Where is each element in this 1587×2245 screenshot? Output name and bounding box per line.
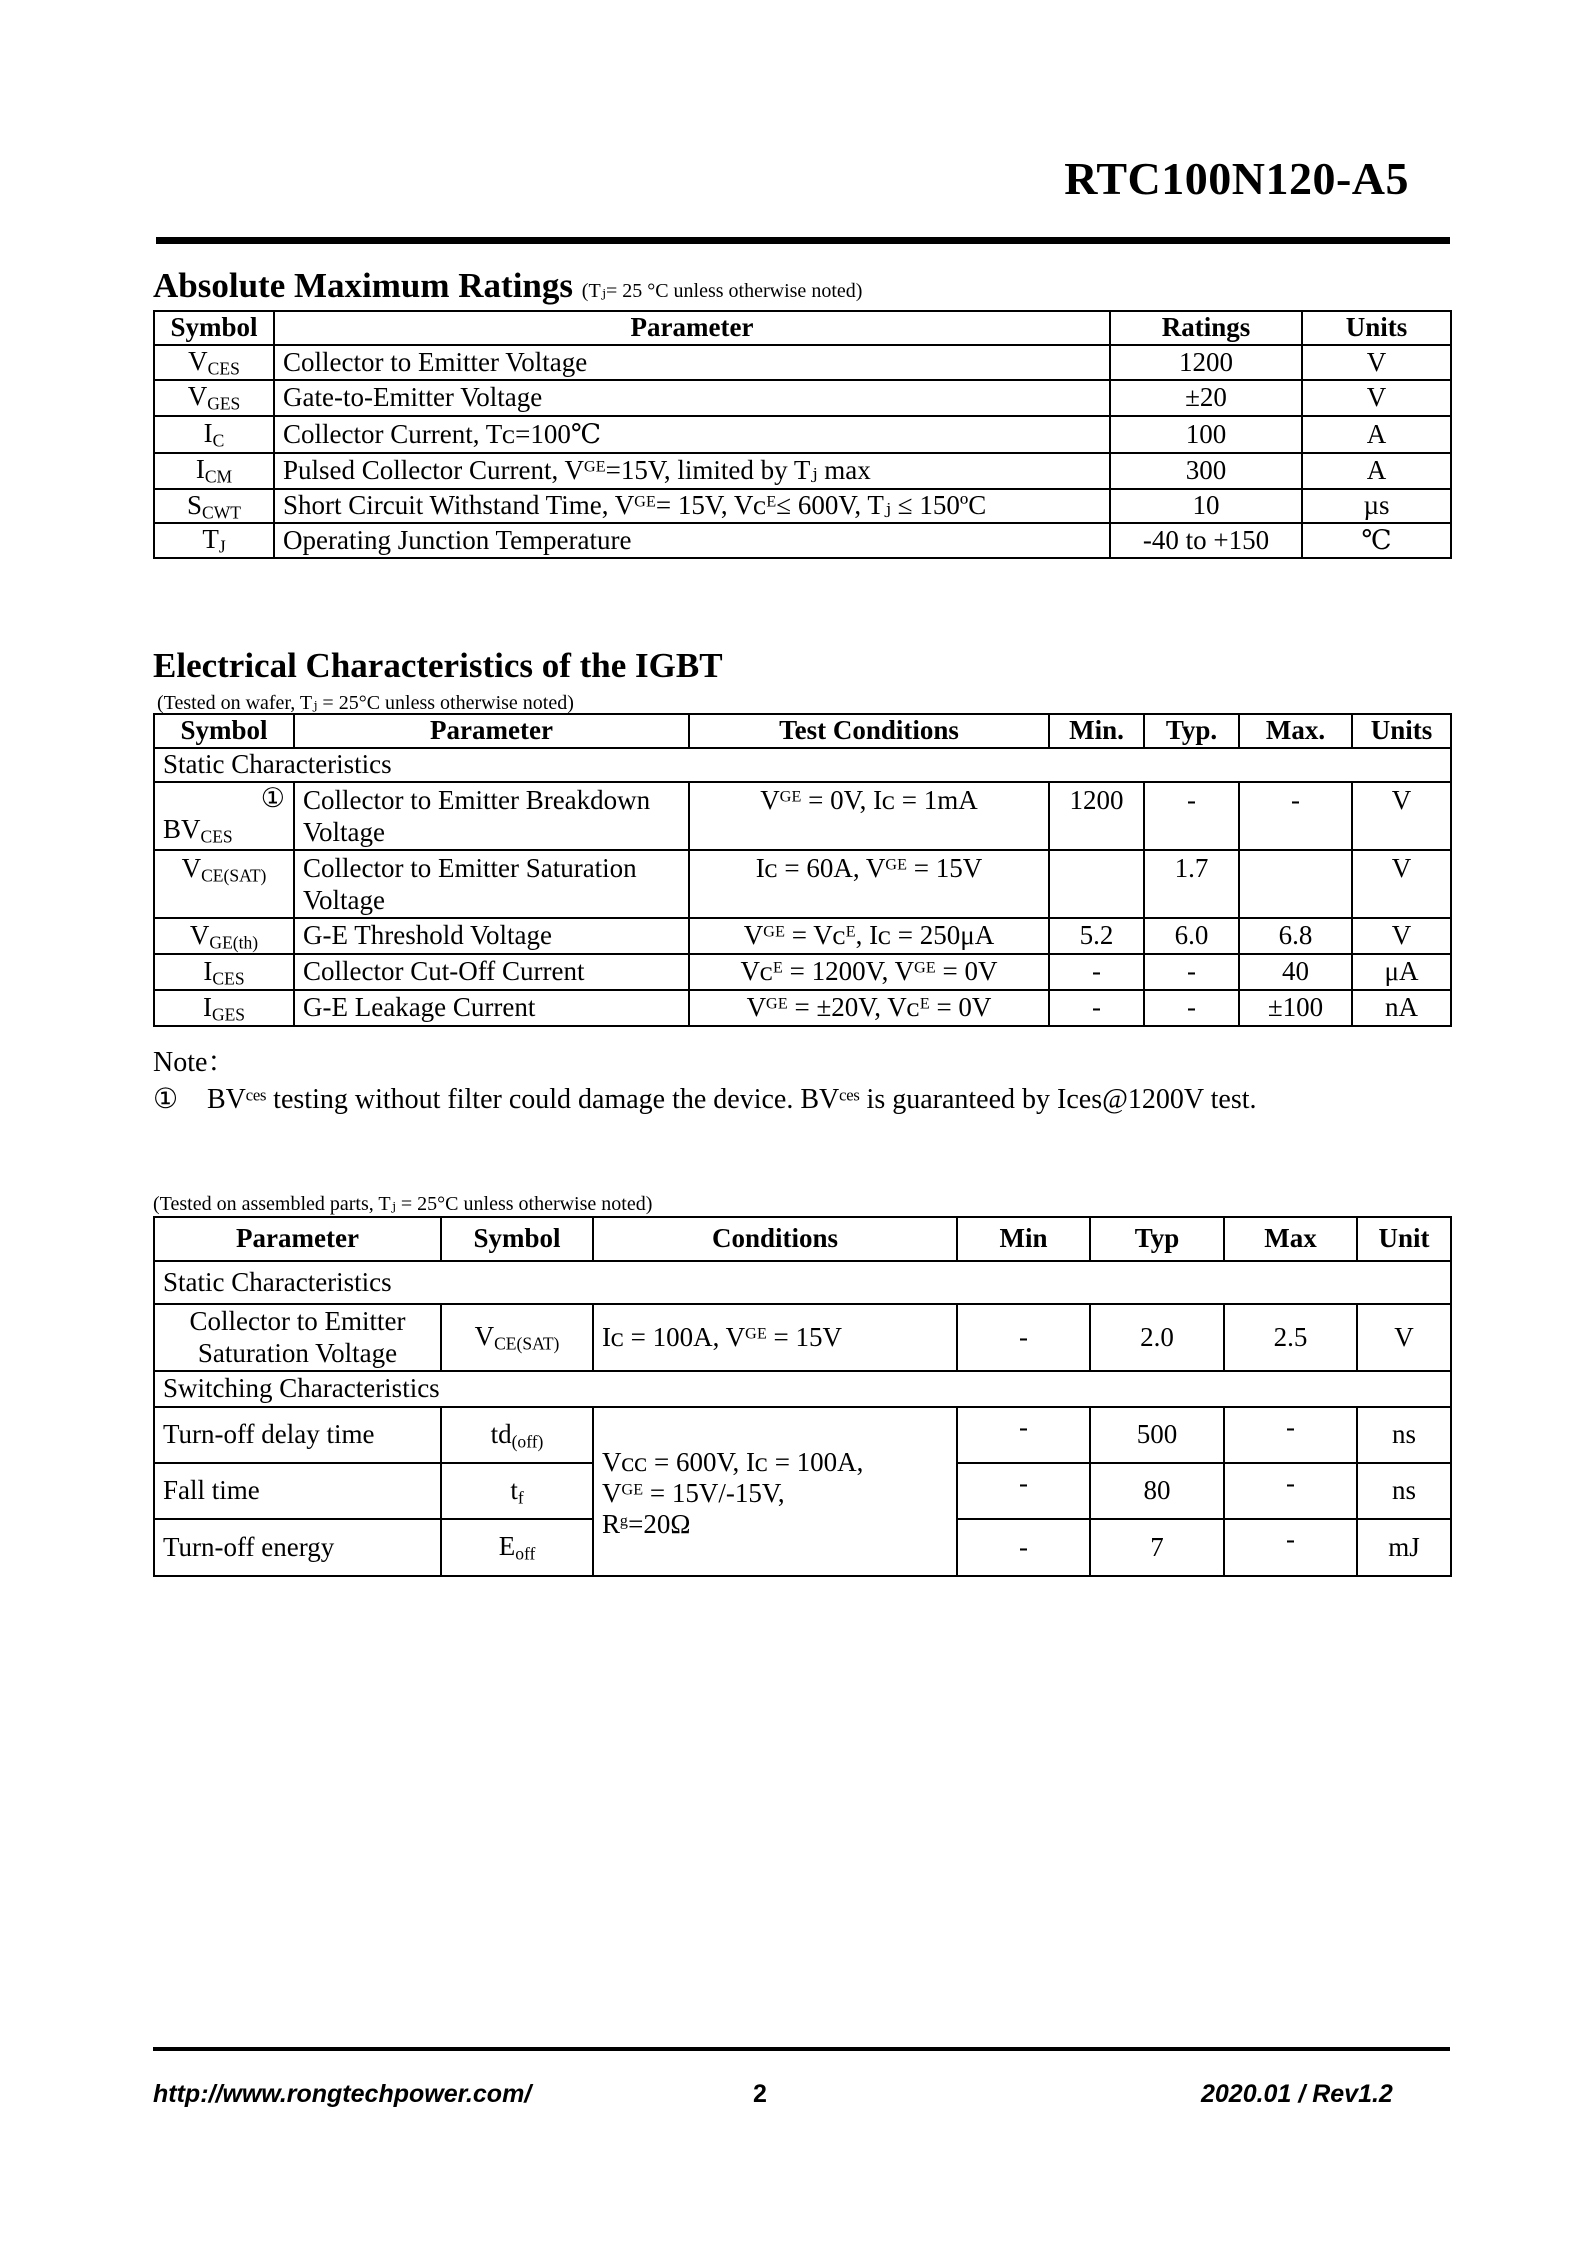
parameter: Collector to Emitter Voltage: [274, 345, 1110, 380]
typ-value: 6.0: [1144, 918, 1239, 954]
symbol-subscript: GE(th): [209, 932, 259, 953]
typ-value: 1.7: [1144, 850, 1239, 918]
max-value: [1239, 850, 1352, 918]
assembled-header-parameter: Parameter: [154, 1217, 441, 1261]
assembled-header-max: Max: [1224, 1217, 1357, 1261]
symbol-subscript: C: [212, 430, 225, 451]
igbt-header-units: Units: [1352, 714, 1451, 748]
footer-revision: 2020.01 / Rev1.2: [1201, 2080, 1393, 2108]
igbt-title: Electrical Characteristics of the IGBT: [153, 646, 723, 685]
test-condition: Vᴳᴱ = 0V, Iᴄ = 1mA: [689, 782, 1049, 850]
symbol: V: [189, 919, 210, 950]
symbol-subscript: (off): [511, 1430, 544, 1451]
unit: V: [1302, 345, 1451, 380]
assembled-header-unit: Unit: [1357, 1217, 1451, 1261]
table-row: [154, 523, 1451, 558]
rating: -40 to +150: [1110, 523, 1302, 558]
symbol: I: [203, 417, 213, 448]
min-value: -: [957, 1407, 1090, 1463]
note-mark: ①: [153, 1084, 179, 1115]
table-row: [154, 345, 1451, 380]
unit: A: [1302, 416, 1451, 453]
unit: ns: [1357, 1463, 1451, 1519]
symbol: td: [490, 1418, 512, 1449]
symbol: T: [202, 524, 219, 555]
typ-value: -: [1144, 782, 1239, 850]
unit: V: [1352, 850, 1451, 918]
unit: V: [1352, 918, 1451, 954]
unit: mJ: [1357, 1519, 1451, 1576]
amr-title: [153, 266, 862, 306]
symbol: BV: [163, 814, 201, 845]
amr-title-text: Absolute Maximum Ratings: [153, 266, 574, 305]
symbol-subscript: GES: [211, 1004, 246, 1025]
rating: ±20: [1110, 380, 1302, 416]
max-value: -: [1239, 782, 1352, 850]
parameter: Collector to Emitter Breakdown Voltage: [294, 782, 689, 850]
assembled-header-symbol: Symbol: [441, 1217, 593, 1261]
max-value: ±100: [1239, 990, 1352, 1026]
static-characteristics-label: Static Characteristics: [154, 1261, 1451, 1304]
footer-rule: [153, 2047, 1450, 2051]
symbol: I: [202, 991, 212, 1022]
part-number: RTC100N120-A5: [1064, 153, 1409, 204]
typ-value: 500: [1090, 1407, 1224, 1463]
switching-conditions: [593, 1407, 957, 1576]
rating: 300: [1110, 453, 1302, 489]
table-row: [154, 954, 1451, 990]
parameter: Collector Cut-Off Current: [294, 954, 689, 990]
note-text: BVᶜᵉˢ testing without filter could damage the device. BVᶜᵉˢ is guaranteed by Ices@1200V test.: [207, 1084, 1257, 1115]
amr-condition: (Tⱼ= 25 °C unless otherwise noted): [581, 280, 863, 302]
igbt-condition: (Tested on wafer, Tⱼ = 25°C unless otherwise noted): [157, 692, 574, 714]
table-row: [154, 1304, 1451, 1371]
min-value: -: [1049, 954, 1144, 990]
parameter: Turn-off energy: [154, 1519, 441, 1576]
symbol-subscript: CES: [200, 826, 233, 847]
condition: Iᴄ = 100A, Vᴳᴱ = 15V: [593, 1304, 957, 1371]
assembled-header-min: Min: [957, 1217, 1090, 1261]
igbt-header-min: Min.: [1049, 714, 1144, 748]
igbt-header-test-conditions: Test Conditions: [689, 714, 1049, 748]
symbol-subscript: CES: [207, 358, 240, 379]
max-value: 40: [1239, 954, 1352, 990]
igbt-header-symbol: Symbol: [154, 714, 294, 748]
table-row: [154, 990, 1451, 1026]
symbol: V: [474, 1321, 495, 1352]
unit: V: [1302, 380, 1451, 416]
max-value: 6.8: [1239, 918, 1352, 954]
max-value: 2.5: [1224, 1304, 1357, 1371]
min-value: [1049, 850, 1144, 918]
unit: V: [1352, 782, 1451, 850]
amr-header-units: Units: [1302, 311, 1451, 345]
symbol: S: [187, 489, 203, 520]
symbol-subscript: f: [517, 1486, 524, 1507]
rating: 1200: [1110, 345, 1302, 380]
symbol-subscript: CM: [204, 466, 233, 487]
min-value: -: [1049, 990, 1144, 1026]
typ-value: -: [1144, 990, 1239, 1026]
min-value: -: [957, 1304, 1090, 1371]
static-characteristics-label: Static Characteristics: [154, 748, 1451, 782]
unit: μA: [1352, 954, 1451, 990]
amr-table: [153, 310, 1452, 559]
switching-condition-line: Vᴄᴄ = 600V, Iᴄ = 100A,: [602, 1446, 864, 1477]
test-condition: Vᴄᴱ = 1200V, Vᴳᴱ = 0V: [689, 954, 1049, 990]
footnote-mark: ①: [260, 783, 285, 814]
amr-header-symbol: Symbol: [154, 311, 274, 345]
rating: 10: [1110, 489, 1302, 524]
table-row: [154, 416, 1451, 453]
assembled-header-typ: Typ: [1090, 1217, 1224, 1261]
min-value: -: [957, 1519, 1090, 1576]
typ-value: 80: [1090, 1463, 1224, 1519]
amr-header-parameter: Parameter: [274, 311, 1110, 345]
unit: A: [1302, 453, 1451, 489]
parameter: Gate-to-Emitter Voltage: [274, 380, 1110, 416]
igbt-header-typ: Typ.: [1144, 714, 1239, 748]
max-value: -: [1224, 1463, 1357, 1519]
symbol-subscript: CES: [212, 968, 245, 989]
symbol: V: [187, 381, 208, 412]
symbol-subscript: off: [515, 1543, 536, 1564]
unit: ℃: [1302, 523, 1451, 558]
parameter: Collector to Emitter Saturation Voltage: [294, 850, 689, 918]
amr-header-ratings: Ratings: [1110, 311, 1302, 345]
parameter: Collector to Emitter Saturation Voltage: [154, 1304, 441, 1371]
igbt-table: [153, 713, 1452, 1027]
unit: V: [1357, 1304, 1451, 1371]
assembled-condition: (Tested on assembled parts, Tⱼ = 25°C unless otherwise noted): [153, 1193, 653, 1215]
footer-url[interactable]: http://www.rongtechpower.com/: [153, 2080, 532, 2108]
symbol-subscript: J: [218, 536, 226, 557]
parameter: Pulsed Collector Current, Vᴳᴱ=15V, limited by Tⱼ max: [274, 453, 1110, 489]
symbol-subscript: CWT: [202, 501, 241, 522]
assembled-table: [153, 1216, 1452, 1577]
parameter: Short Circuit Withstand Time, Vᴳᴱ= 15V, Vᴄᴱ≤ 600V, Tⱼ ≤ 150ºC: [274, 489, 1110, 524]
table-row: [154, 489, 1451, 524]
note-label: Note：: [153, 1047, 236, 1078]
symbol: E: [498, 1531, 516, 1561]
symbol: I: [203, 955, 213, 986]
min-value: 5.2: [1049, 918, 1144, 954]
parameter: Operating Junction Temperature: [274, 523, 1110, 558]
switching-condition-line: Vᴳᴱ = 15V/-15V,: [602, 1477, 785, 1508]
table-row: [154, 850, 1451, 918]
unit: nA: [1352, 990, 1451, 1026]
assembled-header-conditions: Conditions: [593, 1217, 957, 1261]
table-row: [154, 782, 1451, 850]
max-value: -: [1224, 1407, 1357, 1463]
max-value: -: [1224, 1519, 1357, 1576]
symbol: I: [195, 454, 205, 485]
min-value: 1200: [1049, 782, 1144, 850]
parameter: Collector Current, Tᴄ=100℃: [274, 416, 1110, 453]
test-condition: Iᴄ = 60A, Vᴳᴱ = 15V: [689, 850, 1049, 918]
test-condition: Vᴳᴱ = Vᴄᴱ, Iᴄ = 250μA: [689, 918, 1049, 954]
symbol-subscript: GES: [207, 393, 241, 414]
note-line: [153, 1082, 1257, 1116]
igbt-header-parameter: Parameter: [294, 714, 689, 748]
parameter: Fall time: [154, 1463, 441, 1519]
parameter: G-E Leakage Current: [294, 990, 689, 1026]
symbol-subscript: CE(SAT): [201, 865, 267, 886]
header-rule: [156, 237, 1450, 244]
min-value: -: [957, 1463, 1090, 1519]
typ-value: 2.0: [1090, 1304, 1224, 1371]
table-row: [154, 453, 1451, 489]
symbol: t: [510, 1474, 518, 1505]
rating: 100: [1110, 416, 1302, 453]
unit: µs: [1302, 489, 1451, 524]
table-row: [154, 380, 1451, 416]
switching-characteristics-label: Switching Characteristics: [154, 1371, 1451, 1407]
typ-value: 7: [1090, 1519, 1224, 1576]
symbol: V: [188, 346, 208, 376]
symbol-subscript: CE(SAT): [494, 1333, 560, 1354]
symbol: V: [181, 853, 202, 883]
table-row: [154, 1407, 1451, 1463]
igbt-header-max: Max.: [1239, 714, 1352, 748]
typ-value: -: [1144, 954, 1239, 990]
parameter: G-E Threshold Voltage: [294, 918, 689, 954]
switching-condition-line: Rᵍ=20Ω: [602, 1508, 691, 1539]
page-number: 2: [753, 2080, 767, 2108]
table-row: [154, 918, 1451, 954]
unit: ns: [1357, 1407, 1451, 1463]
test-condition: Vᴳᴱ = ±20V, Vᴄᴱ = 0V: [689, 990, 1049, 1026]
parameter: Turn-off delay time: [154, 1407, 441, 1463]
